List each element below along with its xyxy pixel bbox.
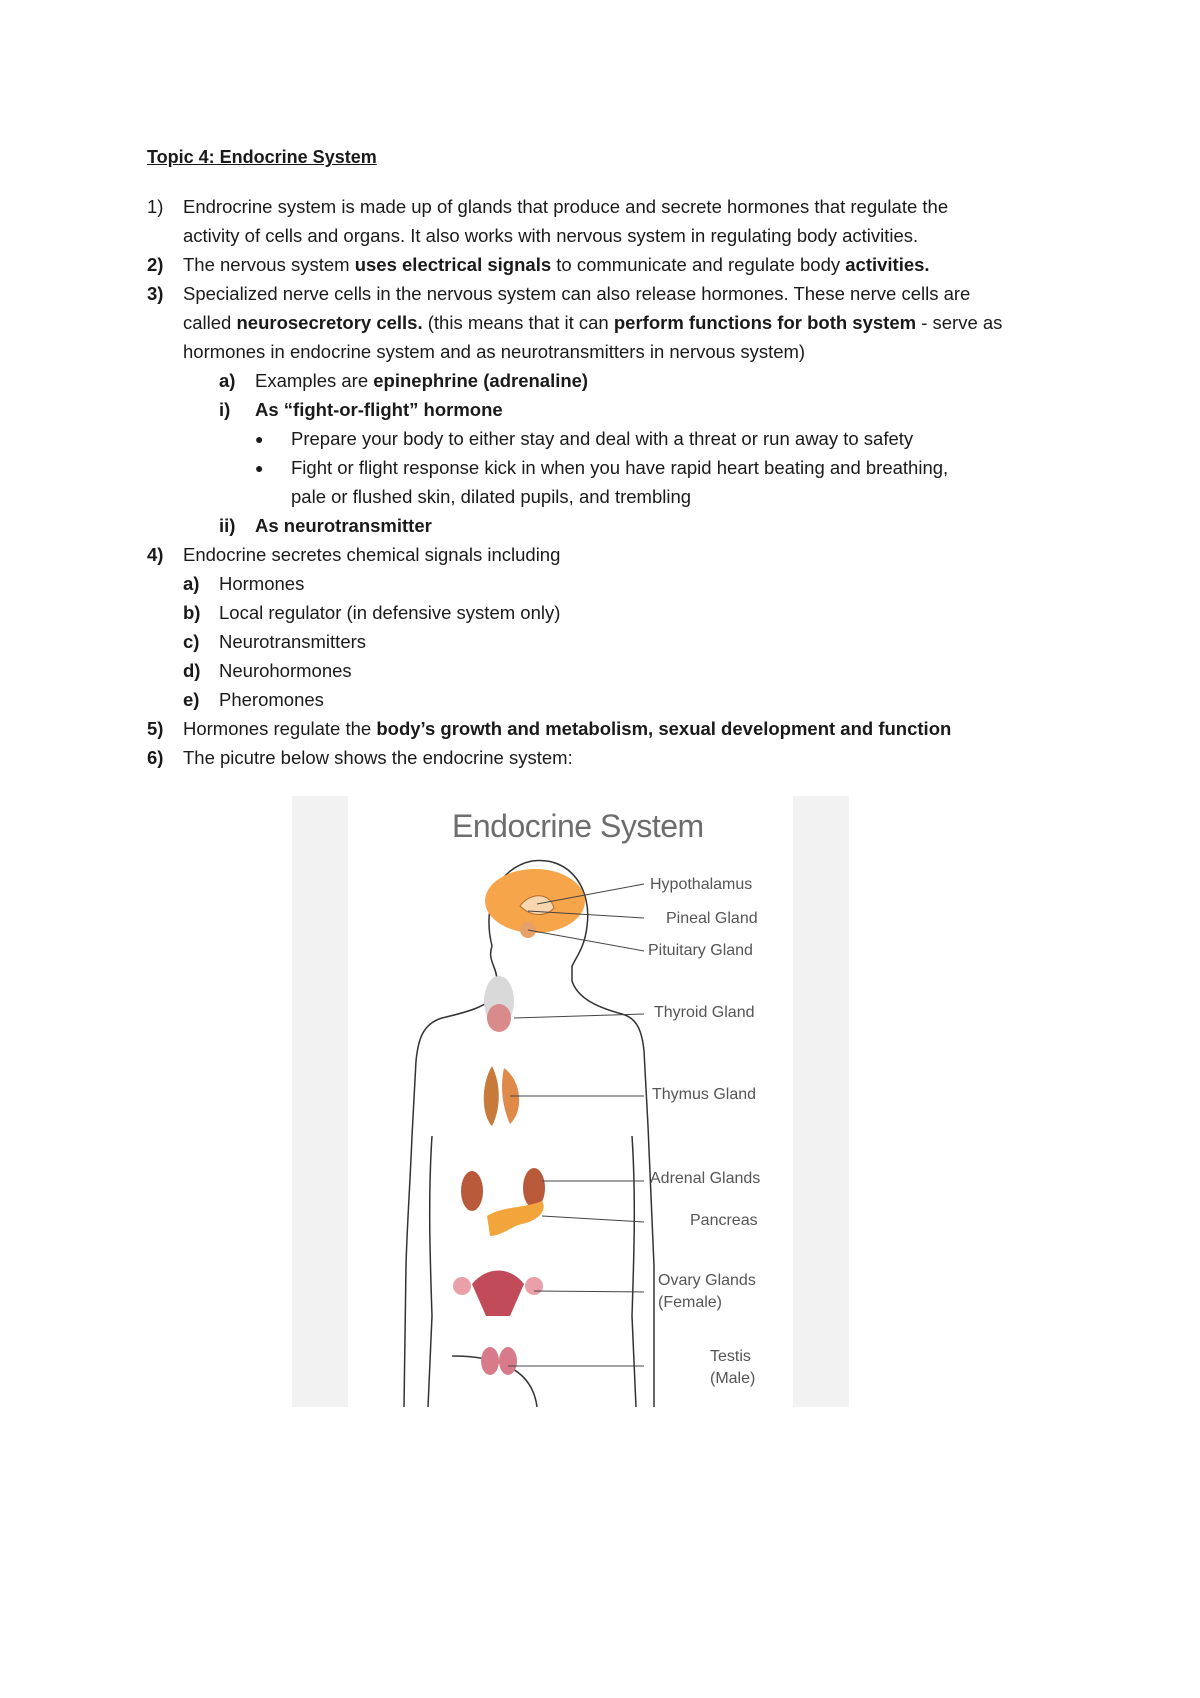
testis-icon [481, 1347, 499, 1375]
ovary-icon [525, 1277, 543, 1295]
label-ovary: Ovary Glands [658, 1272, 756, 1289]
bullet-icon: ● [255, 431, 264, 447]
list-item-5 [183, 714, 951, 743]
text: Hormones regulate the [183, 718, 377, 739]
label-adrenal: Adrenal Glands [650, 1170, 761, 1187]
list-roman: ii) [219, 515, 236, 536]
page-title: Topic 4: Endocrine System [147, 147, 377, 167]
list-item-4a: Hormones [219, 573, 305, 594]
list-item-3a [255, 366, 588, 395]
list-item-3a-ii: As neurotransmitter [255, 515, 432, 536]
text: The nervous system [183, 254, 355, 275]
list-letter: d) [183, 660, 201, 681]
label-testis: Testis [710, 1348, 751, 1365]
bullet-item-1: Prepare your body to either stay and deal with a threat or run away to safety [291, 428, 914, 449]
bold-text: epinephrine (adrenaline) [373, 370, 589, 391]
pancreas-icon [487, 1201, 544, 1236]
list-letter: e) [183, 689, 200, 710]
list-number: 4) [147, 544, 164, 565]
text: to communicate and regulate body [551, 254, 846, 275]
list-item-3-text-a: Specialized nerve cells in the nervous system can also release hormones. These nerve cells are [183, 283, 971, 304]
list-item-4b: Local regulator (in defensive system only) [219, 602, 561, 623]
body-diagram [292, 796, 849, 1407]
bold-text: perform functions for both system [613, 312, 917, 333]
list-roman: i) [219, 399, 231, 420]
endocrine-figure [292, 796, 849, 1407]
testis-icon [499, 1347, 517, 1375]
list-number: 5) [147, 718, 164, 739]
list-item-4d: Neurohormones [219, 660, 352, 681]
label-lines [508, 884, 644, 1366]
list-number: 6) [147, 747, 164, 768]
list-letter: a) [219, 370, 236, 391]
bullet-item-2-a: Fight or flight response kick in when you have rapid heart beating and breathing, [291, 457, 949, 478]
label-ovary-sub: (Female) [658, 1294, 723, 1311]
list-item-6: The picutre below shows the endocrine system: [183, 747, 573, 768]
list-item-1 [147, 192, 163, 221]
text: (this means that it can [422, 312, 614, 333]
thyroid-icon [487, 1004, 511, 1032]
label-testis-sub: (Male) [710, 1370, 756, 1387]
bold-text: activities. [845, 254, 930, 275]
bullet-icon: ● [255, 460, 264, 476]
figure-title: Endocrine System [452, 808, 704, 844]
text: called [183, 312, 237, 333]
bold-text: body’s growth and metabolism, sexual development and function [376, 718, 952, 739]
text: - serve as [916, 312, 1003, 333]
thymus-icon [484, 1066, 499, 1126]
label-pancreas: Pancreas [690, 1212, 758, 1229]
label-thymus: Thymus Gland [652, 1086, 757, 1103]
list-item-2 [183, 250, 930, 279]
bullet-item-2-b: pale or flushed skin, dilated pupils, and trembling [291, 486, 692, 507]
list-letter: a) [183, 573, 200, 594]
bold-text: neurosecretory cells. [236, 312, 423, 333]
list-number: 1) [147, 196, 164, 217]
uterus-icon [472, 1271, 524, 1317]
list-item-3-text-c: hormones in endocrine system and as neurotransmitters in nervous system) [183, 341, 806, 362]
list-item-1-text-b: activity of cells and organs. It also works with nervous system in regulating body activities. [183, 225, 919, 246]
list-letter: c) [183, 631, 200, 652]
label-hypothalamus: Hypothalamus [650, 876, 753, 893]
list-number: 2) [147, 254, 164, 275]
list-item-4c: Neurotransmitters [219, 631, 367, 652]
list-item-4e: Pheromones [219, 689, 324, 710]
list-item-3-text-b [183, 308, 1002, 337]
label-pineal: Pineal Gland [666, 910, 758, 927]
list-letter: b) [183, 602, 201, 623]
label-pituitary: Pituitary Gland [648, 942, 753, 959]
list-item-1-text-a: Endrocrine system is made up of glands that produce and secrete hormones that regulate the [183, 196, 949, 217]
label-thyroid: Thyroid Gland [654, 1004, 755, 1021]
list-item-4: Endocrine secretes chemical signals including [183, 544, 561, 565]
list-item-3a-i: As “fight-or-flight” hormone [255, 399, 503, 420]
ovary-icon [453, 1277, 471, 1295]
list-number: 3) [147, 283, 164, 304]
body-outline [404, 861, 654, 1407]
bold-text: uses electrical signals [354, 254, 552, 275]
kidney-icon [461, 1171, 483, 1211]
text: Examples are [255, 370, 374, 391]
